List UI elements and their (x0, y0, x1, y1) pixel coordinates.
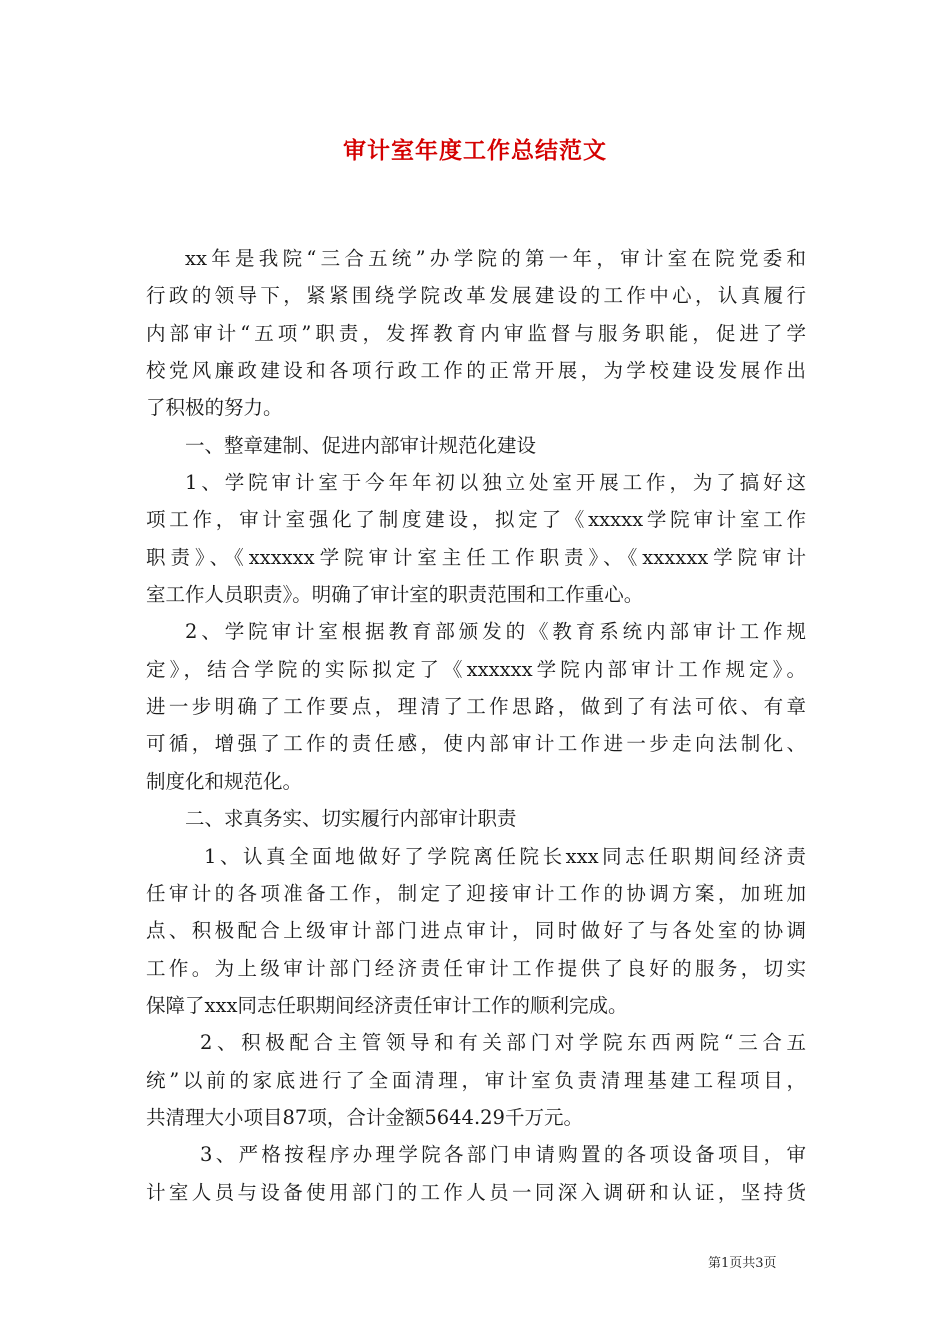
paragraph-line: 制度化和规范化。 (146, 769, 303, 793)
paragraph-line: xx年是我院“三合五统”办学院的第一年，审计室在院党委和 (185, 247, 806, 270)
section-heading: 一、整章建制、促进内部审计规范化建设 (185, 433, 537, 457)
paragraph-line: 项工作，审计室强化了制度建设，拟定了《xxxxx学院审计室工作 (146, 508, 806, 532)
paragraph-line: 2、积极配合主管领导和有关部门对学院东西两院“三合五 (200, 1031, 806, 1055)
paragraph-line: 计室人员与设备使用部门的工作人员一同深入调研和认证，坚持货 (146, 1180, 806, 1204)
document-body (146, 240, 806, 1211)
paragraph-line: 工作。为上级审计部门经济责任审计工作提供了良好的服务，切实 (146, 956, 806, 980)
paragraph-line: 1、学院审计室于今年年初以独立处室开展工作，为了搞好这 (185, 471, 806, 495)
paragraph-line: 室工作人员职责》。明确了审计室的职责范围和工作重心。 (146, 583, 644, 607)
page-title: 审计室年度工作总结范文 (343, 138, 607, 164)
paragraph-line: 职责》、《xxxxxx学院审计室主任工作职责》、《xxxxxx学院审计 (146, 545, 806, 569)
section-heading: 二、求真务实、切实履行内部审计职责 (185, 807, 517, 831)
paragraph-line: 2、学院审计室根据教育部颁发的《教育系统内部审计工作规 (185, 620, 806, 644)
paragraph-line: 行政的领导下，紧紧围绕学院改革发展建设的工作中心，认真履行 (146, 284, 806, 308)
paragraph-line: 保障了xxx同志任职期间经济责任审计工作的顺利完成。 (146, 993, 628, 1017)
paragraph-line: 校党风廉政建设和各项行政工作的正常开展，为学校建设发展作出 (146, 359, 806, 383)
paragraph-line: 点、积极配合上级审计部门进点审计，同时做好了与各处室的协调 (146, 919, 806, 943)
paragraph-line: 共清理大小项目87项，合计金额5644.29千万元。 (146, 1105, 583, 1129)
paragraph-line: 任审计的各项准备工作，制定了迎接审计工作的协调方案，加班加 (146, 881, 806, 905)
paragraph-line: 了积极的努力。 (146, 396, 283, 420)
paragraph-line: 可循，增强了工作的责任感，使内部审计工作进一步走向法制化、 (146, 732, 806, 756)
paragraph-line: 统”以前的家底进行了全面清理，审计室负责清理基建工程项目， (146, 1068, 806, 1092)
paragraph-line: 内部审计“五项”职责，发挥教育内审监督与服务职能，促进了学 (146, 321, 806, 345)
paragraph-line: 3、严格按程序办理学院各部门申请购置的各项设备项目，审 (200, 1143, 806, 1167)
paragraph-line: 进一步明确了工作要点，理清了工作思路，做到了有法可依、有章 (146, 695, 806, 719)
page-number-footer: 第1页共3页 (708, 1256, 777, 1271)
paragraph-line: 1、认真全面地做好了学院离任院长xxx同志任职期间经济责 (204, 844, 806, 868)
paragraph-line: 定》，结合学院的实际拟定了《xxxxxx学院内部审计工作规定》。 (146, 657, 806, 681)
